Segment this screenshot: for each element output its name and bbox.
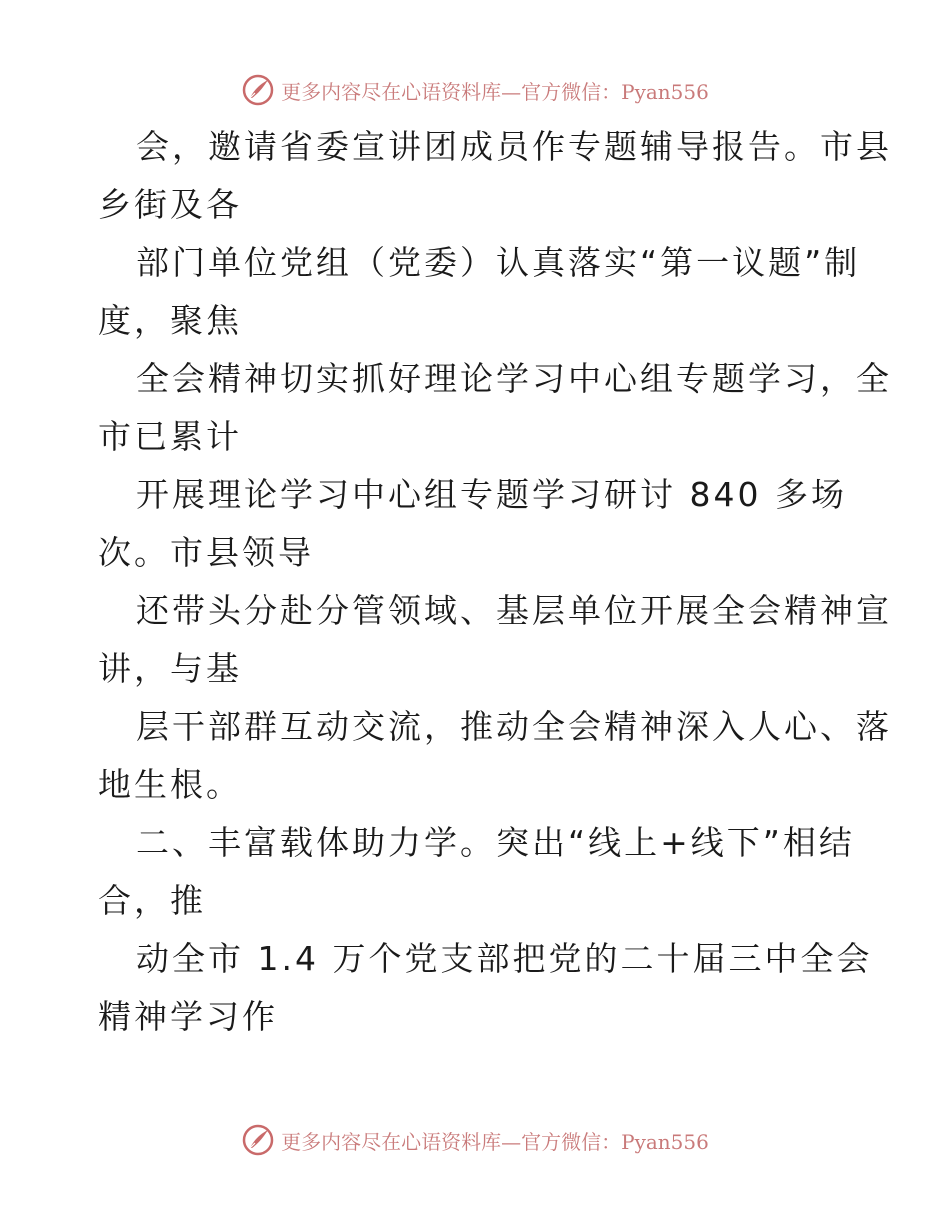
text-line: 度，聚焦 <box>98 301 242 340</box>
text-line: 全会精神切实抓好理论学习中心组专题学习，全 <box>136 359 892 398</box>
watermark-text: 更多内容尽在心语资料库—官方微信：Pyan556 <box>281 79 709 104</box>
footer-watermark <box>0 1120 950 1160</box>
text-line: 层干部群互动交流，推动全会精神深入人心、落 <box>136 707 892 746</box>
text-line: 动全市 1.4 万个党支部把党的二十届三中全会 <box>136 939 873 978</box>
watermark-text: 更多内容尽在心语资料库—官方微信：Pyan556 <box>281 1129 709 1154</box>
text-line: 开展理论学习中心组专题学习研讨 840 多场 <box>136 475 847 514</box>
quill-logo-icon <box>241 1123 275 1157</box>
header-watermark <box>0 70 950 110</box>
text-line: 还带头分赴分管领域、基层单位开展全会精神宣 <box>136 591 892 630</box>
text-line: 精神学习作 <box>98 997 278 1036</box>
text-line: 讲，与基 <box>98 649 242 688</box>
text-line: 乡街及各 <box>98 185 242 224</box>
text-line: 次。市县领导 <box>98 533 314 572</box>
text-line: 地生根。 <box>98 765 242 804</box>
text-line: 二、丰富载体助力学。突出“线上+线下”相结 <box>136 823 855 862</box>
text-line: 合，推 <box>98 881 206 920</box>
text-line: 会，邀请省委宣讲团成员作专题辅导报告。市县 <box>136 127 892 166</box>
document-body <box>98 118 892 1046</box>
text-line: 市已累计 <box>98 417 242 456</box>
quill-logo-icon <box>241 73 275 107</box>
text-line: 部门单位党组（党委）认真落实“第一议题”制 <box>136 243 861 282</box>
